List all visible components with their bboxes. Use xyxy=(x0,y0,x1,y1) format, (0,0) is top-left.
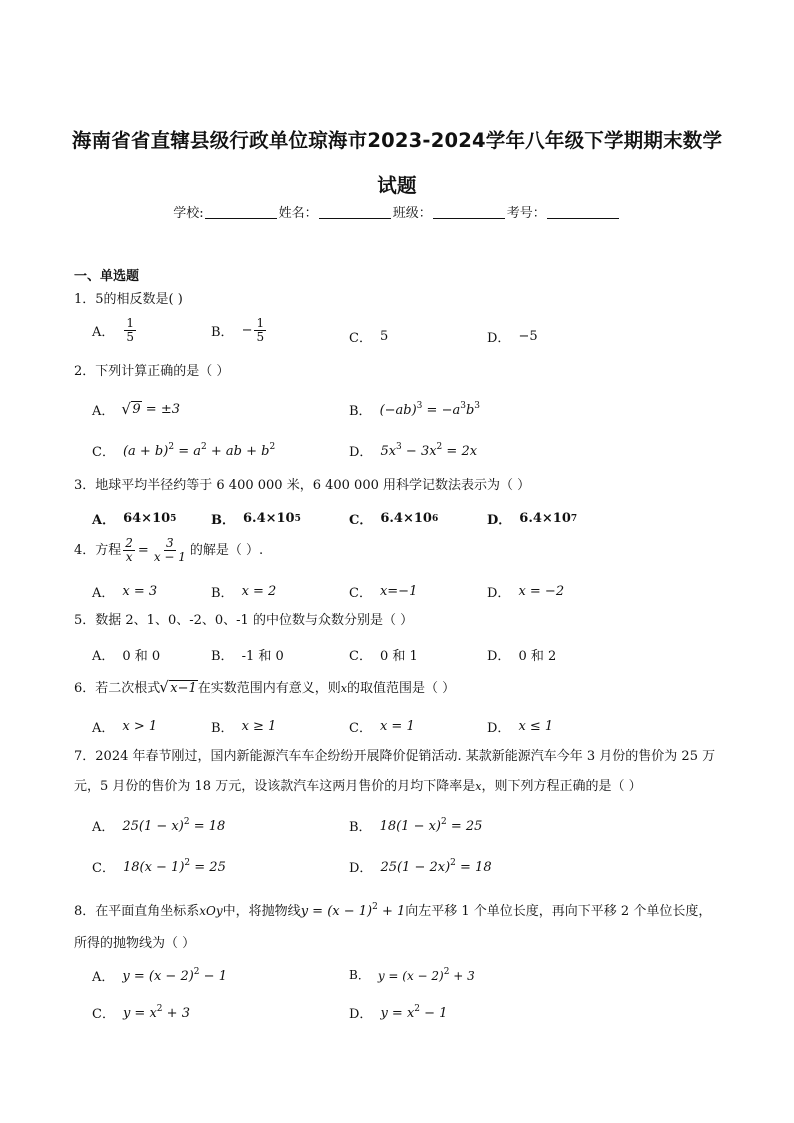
class-blank[interactable] xyxy=(433,206,505,219)
title-line-2: 试题 xyxy=(377,174,417,197)
q8-option-a[interactable]: A． $y = (x - 2)^2 - 1$ xyxy=(92,967,227,985)
question-8-stem-line-1: 8．在平面直角坐标系xOy中，将抛物线$y = (x - 1)^2 + 1$向左平移 1 个单位长度，再向下平移 2 个单位长度， xyxy=(74,902,712,919)
class-label: 班级： xyxy=(392,206,432,221)
section-heading: 一、单选题 xyxy=(74,269,140,284)
title-line-1: 海南省省直辖县级行政单位琼海市2023-2024学年八年级下学期期末数学 xyxy=(71,129,723,152)
q4-option-a[interactable]: A． x = 3 xyxy=(92,584,158,601)
q7-option-c[interactable]: C． $18(x - 1)^2 = 25$ xyxy=(92,858,226,876)
q3-option-a[interactable]: A． 64×10 5 xyxy=(92,511,177,528)
q4-option-d[interactable]: D． x = −2 xyxy=(487,584,565,601)
question-8-stem-line-2: 所得的抛物线为（ ） xyxy=(74,936,196,951)
q6-option-b[interactable]: B． x ≥ 1 xyxy=(211,719,277,736)
q8-option-b[interactable]: B． $y = (x - 2)^2 + 3$ xyxy=(349,966,475,983)
question-1-stem: 1．5的相反数是( ) xyxy=(74,292,183,307)
q7-option-b[interactable]: B． $18(1 - x)^2 = 25$ xyxy=(349,817,483,835)
q5-option-d[interactable]: D． 0 和 2 xyxy=(487,649,557,664)
school-label: 学校: xyxy=(173,206,204,221)
sqrt-symbol: √ x−1 xyxy=(160,680,198,698)
student-info-row xyxy=(0,202,794,221)
q8-option-d[interactable]: D． $y = x^2 - 1$ xyxy=(349,1004,448,1022)
q3-option-b[interactable]: B． 6.4×10 5 xyxy=(211,511,301,528)
question-4-stem: 4．方程 $\frac{2}{x}$ = $\frac{3}{x - 1}$ 的解是（ ）. xyxy=(74,536,264,564)
q3-option-c[interactable]: C． 6.4×10 6 xyxy=(349,511,439,528)
q2-option-d[interactable]: D． $5x^3 - 3x^2 = 2x$ xyxy=(349,442,478,460)
q3-option-d[interactable]: D． 6.4×10 7 xyxy=(487,511,578,528)
question-6-stem: 6．若二次根式√ x−1在实数范围内有意义，则x的取值范围是（ ） xyxy=(74,680,734,698)
name-label: 姓名： xyxy=(278,206,318,221)
q6-option-c[interactable]: C． x = 1 xyxy=(349,719,415,736)
q6-option-d[interactable]: D． x ≤ 1 xyxy=(487,719,554,736)
q2-option-c[interactable]: C． $(a + b)^2 = a^2$ + ab + $b^2$ xyxy=(92,442,276,460)
q1-option-d[interactable]: D． −5 xyxy=(487,329,538,346)
sqrt-symbol: √ 9 xyxy=(122,402,141,417)
name-blank[interactable] xyxy=(319,206,391,219)
exam-no-label: 考号： xyxy=(506,206,546,221)
fraction: $\frac{1}{5}$ xyxy=(256,316,265,344)
q1-option-a[interactable]: A． $\frac{1}{5}$ xyxy=(92,316,135,344)
q2-option-a[interactable]: A． √ 9 = ±3 xyxy=(92,400,180,419)
q8-option-c[interactable]: C． $y = x^2 + 3$ xyxy=(92,1004,190,1022)
q5-option-c[interactable]: C． 0 和 1 xyxy=(349,649,418,664)
q1-option-b[interactable]: B． − $\frac{1}{5}$ xyxy=(211,316,265,344)
fraction: $\frac{2}{x}$ xyxy=(125,536,133,564)
question-5-stem: 5．数据 2、1、0、-2、0、-1 的中位数与众数分别是（ ） xyxy=(74,613,414,628)
question-2-stem: 2．下列计算正确的是（ ） xyxy=(74,364,230,379)
q7-option-a[interactable]: A． $25(1 - x)^2 = 18$ xyxy=(92,817,226,835)
exam-no-blank[interactable] xyxy=(547,206,619,219)
question-3-stem: 3．地球平均半径约等于 6 400 000 米，6 400 000 用科学记数法表示为（ ） xyxy=(74,478,531,493)
q5-option-a[interactable]: A． 0 和 0 xyxy=(92,649,161,664)
q5-option-b[interactable]: B． -1 和 0 xyxy=(211,649,284,664)
q4-option-b[interactable]: B． x = 2 xyxy=(211,584,277,601)
school-blank[interactable] xyxy=(205,206,277,219)
q2-option-b[interactable]: B． $(-ab)^3 = -a^3b^3$ xyxy=(349,401,481,419)
q1-option-c[interactable]: C． 5 xyxy=(349,329,389,346)
q7-option-d[interactable]: D． $25(1 - 2x)^2 = 18$ xyxy=(349,858,492,876)
question-7-stem: 7．2024 年春节刚过，国内新能源汽车车企纷纷开展降价促销活动. 某款新能源汽车今年 3 月份的售价为 25 万元，5 月份的售价为 18 万元，设该款汽车这两月售价的月均下降率是x，则下列方程正确的是（ ） xyxy=(74,749,716,794)
fraction: $\frac{3}{x - 1}$ xyxy=(153,536,186,564)
q4-option-c[interactable]: C． x=−1 xyxy=(349,584,418,601)
q6-option-a[interactable]: A． x > 1 xyxy=(92,719,158,736)
fraction: $\frac{1}{5}$ xyxy=(126,316,135,344)
